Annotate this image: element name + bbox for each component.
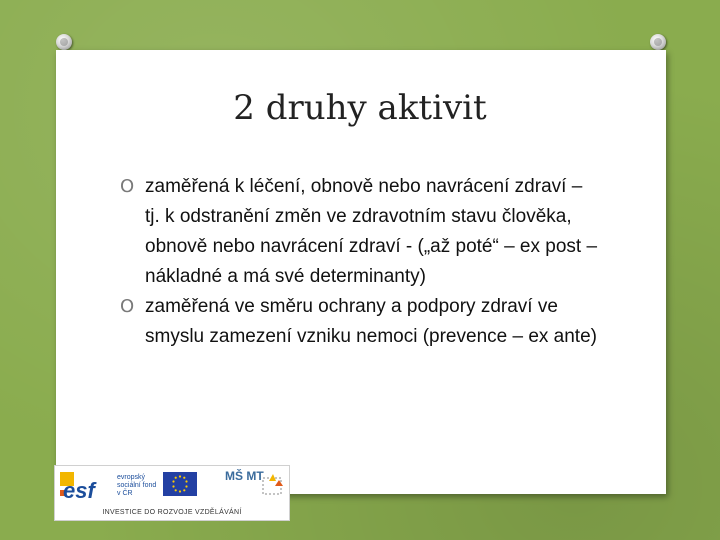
funding-logos	[54, 465, 290, 521]
bullet-item-treatment	[120, 172, 600, 292]
bullet-text: zaměřená ve směru ochrany a podpory zdraví ve smyslu zamezení vzniku nemoci (prevence – ex ante)	[145, 296, 597, 347]
bullet-list	[120, 172, 600, 352]
pushpin-left-icon	[56, 34, 72, 50]
bullet-marker-icon: O	[120, 176, 135, 197]
op-vk-logo-icon	[261, 472, 285, 496]
slide-title: 2 druhy aktivit	[233, 88, 487, 128]
bullet-marker-icon: O	[120, 296, 135, 317]
msmt-logo-text: MŠ MT	[225, 469, 264, 483]
esf-logo-text: esf	[63, 478, 95, 503]
funding-tagline: INVESTICE DO ROZVOJE VZDĚLÁVÁNÍ	[102, 509, 242, 516]
bullet-item-prevention	[120, 292, 600, 352]
eu-flag-icon	[163, 472, 197, 496]
pushpin-right-icon	[650, 34, 666, 50]
bullet-text: zaměřená k léčení, obnově nebo navrácení zdraví – tj. k odstranění změn ve zdravotním stavu člověka, obnově nebo navrácení zdraví - („až poté“ – ex post – nákladné a má své determinanty)	[145, 176, 598, 287]
esf-subtitle: evropský sociální fond v ČR	[117, 474, 157, 497]
